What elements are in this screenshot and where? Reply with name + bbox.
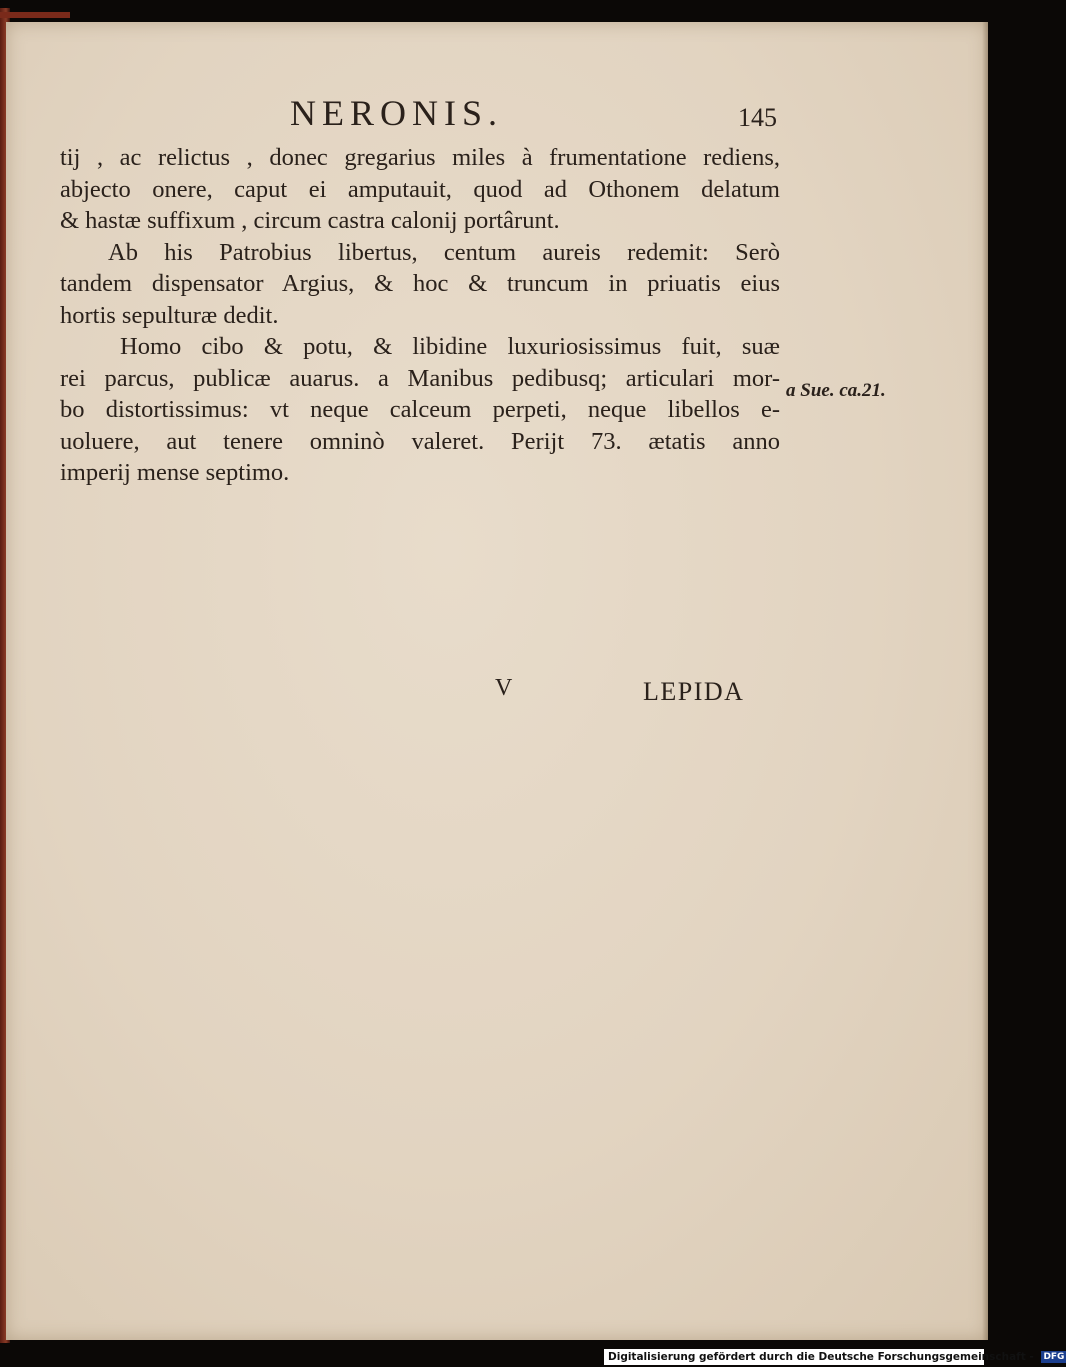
text-line: tij , ac relictus , donec gregarius miles à frumentatione rediens,	[60, 144, 780, 171]
dfg-logo: DFG	[1043, 1352, 1065, 1362]
binding-edge-top	[0, 12, 70, 18]
text-line: tandem dispensator Argius, & hoc & truncum in priuatis eius	[60, 270, 780, 297]
signature-mark: V	[495, 675, 513, 701]
marginal-note: a Sue. ca.21.	[786, 380, 886, 401]
paragraph-start-line: Homo cibo & potu, & libidine luxuriosissimus fuit, suæ	[120, 333, 780, 360]
text-line: rei parcus, publicæ auarus. a Manibus pedibusq; articulari mor-	[60, 364, 780, 392]
page-edge-shadow	[982, 22, 988, 1340]
catchword: LEPIDA	[643, 677, 745, 706]
digitization-credit	[604, 1349, 1065, 1365]
paragraph-start-line: Ab his Patrobius libertus, centum aureis redemit: Serò	[108, 238, 780, 266]
text-line: imperij mense septimo.	[60, 459, 290, 486]
text-line: abjecto onere, caput ei amputauit, quod ad Othonem delatum	[60, 175, 780, 203]
text-line: uoluere, aut tenere omninò valeret. Perijt 73. ætatis anno	[60, 427, 780, 455]
page-number: 145	[738, 103, 777, 132]
text-line: & hastæ suffixum , circum castra calonij portârunt.	[60, 207, 560, 234]
body-text	[60, 142, 780, 489]
running-head: NERONIS.	[290, 93, 504, 133]
text-line: bo distortissimus: vt neque calceum perpeti, neque libellos e-	[60, 396, 780, 423]
text-line: hortis sepulturæ dedit.	[60, 301, 279, 329]
credit-text: Digitalisierung gefördert durch die Deutsche Forschungsgemeinschaft -	[608, 1351, 1034, 1363]
